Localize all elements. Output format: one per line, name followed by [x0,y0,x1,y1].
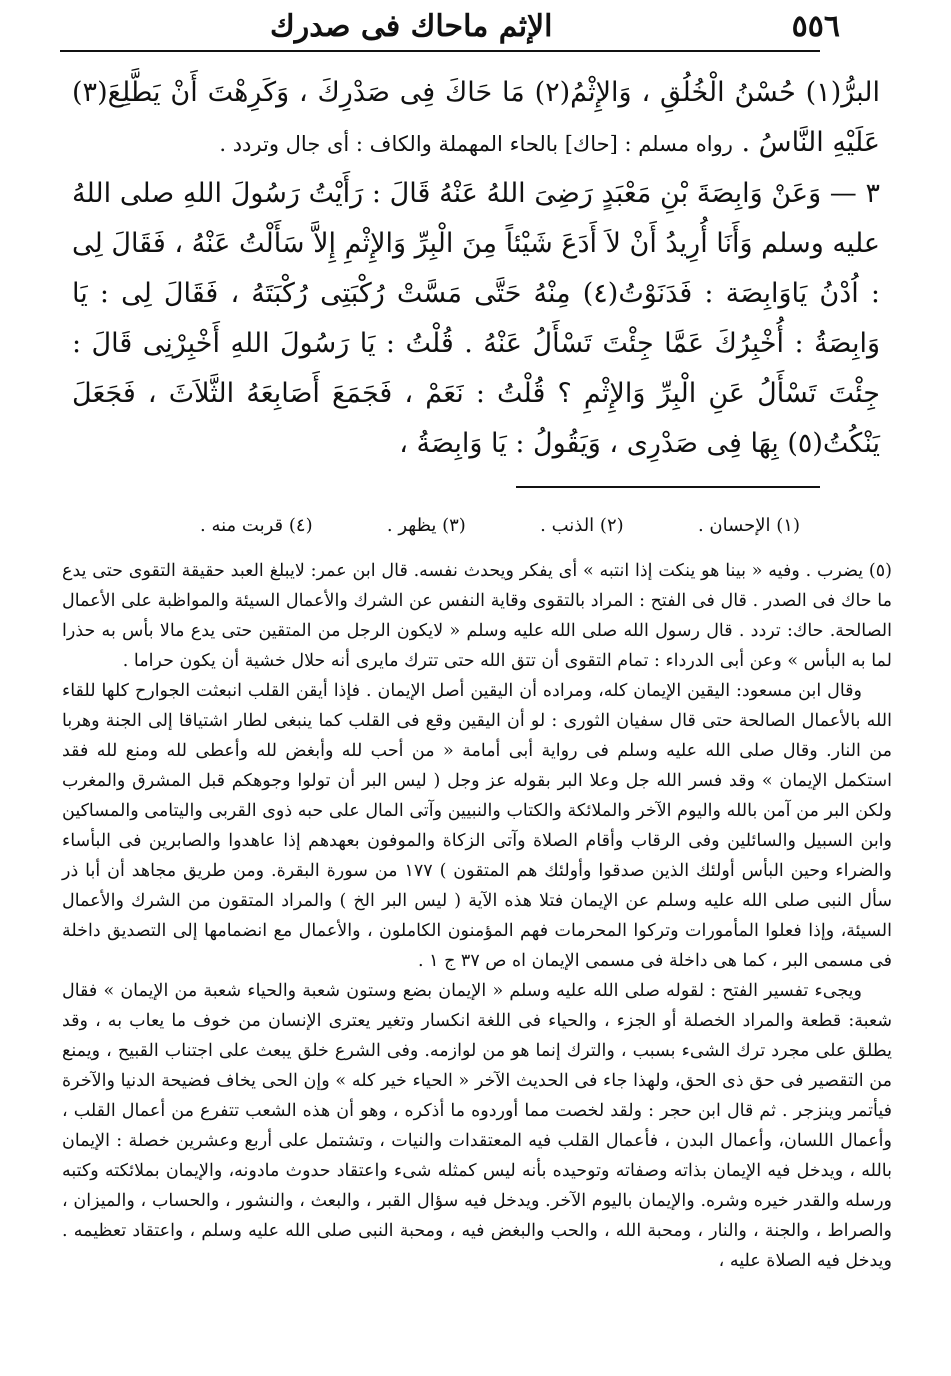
narration-note: رواه مسلم : [حاك] بالحاء المهملة والكاف : أى جال وتردد . [219,132,733,156]
hadith-text: البرُّ(١) حُسْنُ الْخُلُقِ ، وَالإِثْمُ(٢) مَا حَاكَ فِى صَدْرِكَ ، وَكَرِهْتَ أَنْ يَطَّلِعَ(٣) عَلَيْهِ النَّاسُ . [72,77,880,158]
footnote-paragraph: وقال ابن مسعود: اليقين الإيمان كله، ومراده أن اليقين أصل الإيمان . فإذا أيقن القلب انبعثت الجوارح كلها للقاء الله بالأعمال الصالحة حتى قال سفيان الثورى : لو أن اليقين وقع فى القلب كما ينبغى لطار اشتياقا إلى الجنة وهربا من النار. وقال صلى الله عليه وسلم فى رواية أبى أمامة « من أحب لله وأبغض لله وأعطى لله ومنع لله فقد استكمل الإيمان » وقد فسر الله جل وعلا البر بقوله عز وجل ( ليس البر أن تولوا وجوهكم قبل المشرق والمغرب ولكن البر من آمن بالله واليوم الآخر والملائكة والكتاب والنبيين وآتى المال على حبه ذوى القربى واليتامى والمساكين وابن السبيل والسائلين وفى الرقاب وأقام الصلاة وآتى الزكاة والموفون بعهدهم إذا عاهدوا والصابرين فى البأساء والضراء وحين البأس أولئك الذين صدقوا وأولئك هم المتقون ) ١٧٧ من سورة البقرة. ومن طريق مجاهد أن أبا ذر سأل النبى صلى الله عليه وسلم عن الإيمان فتلا هذه الآية ( ليس البر الخ ) والمراد المتقون من الشرك والأعمال السيئة، وإذا فعلوا المأمورات وتركوا المحرمات فهم المؤمنون الكاملون ، والأعمال مع انضمامها إلى التصديق داخلة فى مسمى البر ، كما هى داخلة فى مسمى الإيمان اه ص ٣٧ ج ١ . [62,681,892,971]
main-text [72,68,880,469]
page-header [60,6,840,46]
footnote-paragraph: (٥) يضرب . وفيه « بينا هو ينكت إذا انتبه » أى يفكر ويحدث نفسه. قال ابن عمر: لايبلغ العبد حقيقة التقوى حتى يدع ما حاك فى الصدر . قال فى الفتح : المراد بالتقوى وقاية النفس عن الشرك والأعمال السيئة والمواظبة على الأعمال الصالحة. حاك: تردد . قال رسول الله صلى الله عليه وسلم « لايكون الرجل من المتقين حتى يدع مالا بأس به حذرا لما به البأس » وعن أبى الدرداء : تمام التقوى أن تتق الله حتى تترك مايرى أنه حلال خشية أن يكون حراما . [62,561,892,671]
footnote-index [200,515,800,536]
header-rule [60,50,820,52]
footnote-divider [516,486,820,488]
footnotes [62,556,892,1276]
footnote-3: (٣) يظهر . [386,515,466,536]
footnote-paragraph: ويجىء تفسير الفتح : لقوله صلى الله عليه وسلم « الإيمان بضع وستون شعبة والحياء شعبة من الإيمان » فقال شعبة: قطعة والمراد الخصلة أو الجزء ، والحياء فى اللغة انكسار وتغير يعترى الإنسان من خوف ما يعاب به ، وقد يطلق على مجرد ترك الشىء بسبب ، والترك إنما هو من لوازمه. وفى الشرع خلق يبعث على اجتناب القبيح ، ويمنع من التقصير فى حق ذى الحق، ولهذا جاء فى الحديث الآخر « الحياء خير كله » وإن الحى يخاف فضيحة الدنيا والآخرة فيأتمر وينزجر . ثم قال ابن حجر : ولقد لخصت مما أوردوه ما أذكره ، وهو أن هذه الشعب تتفرع من أعمال القلب ، وأعمال اللسان، وأعمال البدن ، فأعمال القلب فيه المعتقدات والنيات ، وتشتمل على أربع وعشرين خصلة : الإيمان بالله ، ويدخل فيه الإيمان بذاته وصفاته وتوحيده بأنه ليس كمثله شىء واعتقاد حدوث مادونه، والإيمان بملائكته وكتبه ورسله والقدر خيره وشره. والإيمان باليوم الآخر. ويدخل فيه سؤال القبر ، والبعث ، والنشور ، والحساب ، والميزان ، والصراط ، والجنة ، والنار ، ومحبة الله ، والحب والبغض فيه ، ومحبة النبى صلى الله عليه وسلم ، واعتقاد تعظيمه . ويدخل فيه الصلاة عليه ، [62,981,892,1271]
footnote-1: (١) الإحسان . [697,515,800,536]
main-paragraph [72,68,880,169]
footnote-2: (٢) الذنب . [540,515,624,536]
footnote-4: (٤) قربت منه . [200,515,313,536]
page-number: ٥٥٦ [791,8,840,44]
main-paragraph: ٣ — وَعَنْ وَابِصَةَ بْنِ مَعْبَدٍ رَضِىَ اللهُ عَنْهُ قَالَ : رَأَيْتُ رَسُولَ اللهِ صلى اللهُ عليه وسلم وَأَنَا أُرِيدُ أَنْ لاَ أَدَعَ شَيْئاً مِنَ الْبِرِّ وَالإِثْمِ إِلاَّ سَأَلْتُ عَنْهُ ، فَقَالَ لِى : اُدْنُ يَاوَابِصَة : فَدَنَوْتُ(٤) مِنْهُ حَتَّى مَسَّتْ رُكْبَتِى رُكْبَتَهُ ، فَقَالَ لِى : يَا وَابِصَةُ : أُخْبِرُكَ عَمَّا جِئْتَ تَسْأَلُ عَنْهُ . قُلْتُ : يَا رَسُولَ اللهِ أَخْبِرْنِى قَالَ : جِئْتَ تَسْأَلُ عَنِ الْبِرِّ وَالإِثْمِ ؟ قُلْتُ : نَعَمْ ، فَجَمَعَ أَصَابِعَهُ الثَّلاَثَ ، فَجَعَلَ يَنْكُتُ(٥) بِهَا فِى صَدْرِى ، وَيَقُولُ : يَا وَابِصَةُ ، [72,178,880,459]
running-title: الإثم ماحاك فى صدرك [270,8,553,44]
